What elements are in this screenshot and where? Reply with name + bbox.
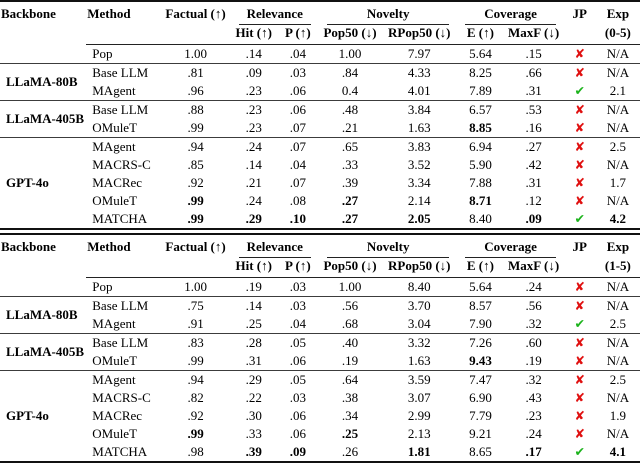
exp-cell: N/A xyxy=(606,120,630,135)
p-cell: .06 xyxy=(289,426,306,441)
jp-cell xyxy=(564,407,596,425)
method-cell: MAgent xyxy=(86,138,160,157)
factual-cell: .99 xyxy=(187,193,204,208)
jp-cell xyxy=(564,334,596,353)
pop50-cell: .34 xyxy=(341,408,359,423)
hit-cell: .29 xyxy=(231,371,277,390)
maxf-cell: .31 xyxy=(525,175,542,190)
table-row xyxy=(0,101,640,120)
factual-cell: 1.00 xyxy=(184,279,207,294)
coverage-header-group xyxy=(457,234,563,258)
novelty-header-group xyxy=(319,234,457,258)
table-row xyxy=(0,315,640,334)
method-cell: OMuleT xyxy=(92,120,138,135)
exp-cell: 1.9 xyxy=(609,408,627,423)
pop50-cell: .38 xyxy=(341,390,359,405)
table-row xyxy=(0,425,640,443)
pop50-cell: .84 xyxy=(319,64,381,83)
maxf-cell: .66 xyxy=(504,64,564,83)
check-icon: ✔ xyxy=(574,211,585,226)
backbone-cell: LLaMA-80B xyxy=(0,297,86,334)
rpop50-cell: 3.83 xyxy=(381,138,457,157)
coverage-header-group xyxy=(457,1,563,25)
cross-icon: ✘ xyxy=(574,353,585,368)
hit-cell: .22 xyxy=(245,390,262,405)
method-header: Method xyxy=(86,1,160,45)
jp-cell xyxy=(564,101,596,120)
rpop50-cell: 1.81 xyxy=(407,444,431,459)
factual-cell: .94 xyxy=(160,371,230,390)
hit-cell: .23 xyxy=(245,83,262,98)
cross-icon: ✘ xyxy=(574,102,585,117)
exp-cell: N/A xyxy=(606,390,630,405)
cross-icon: ✘ xyxy=(574,372,585,387)
table-row xyxy=(0,192,640,210)
pop50-cell: 1.00 xyxy=(338,46,362,61)
pop50-cell: .26 xyxy=(341,444,359,459)
exp-header: Exp xyxy=(606,6,630,21)
cross-icon: ✘ xyxy=(574,157,585,172)
pop50-cell: .40 xyxy=(319,334,381,353)
maxf-cell: .15 xyxy=(525,46,542,61)
jp-cell xyxy=(564,443,596,462)
backbone-cell: GPT-4o xyxy=(0,371,86,463)
e-cell: 5.64 xyxy=(469,46,492,61)
backbone-header: Backbone xyxy=(1,239,56,254)
p-cell: .04 xyxy=(289,157,306,172)
rpop50-cell: 3.59 xyxy=(381,371,457,390)
p-cell: .05 xyxy=(277,371,319,390)
cross-icon: ✘ xyxy=(574,139,585,154)
rpop50-cell: 2.13 xyxy=(407,426,431,441)
table-row xyxy=(0,45,640,64)
rpop50-cell: 3.34 xyxy=(407,175,431,190)
cross-icon: ✘ xyxy=(574,279,585,294)
cross-icon: ✘ xyxy=(574,120,585,135)
pop50-cell: .19 xyxy=(341,353,359,368)
rpop50-cell: 2.05 xyxy=(407,211,431,226)
exp-cell: N/A xyxy=(606,46,630,61)
method-cell: Base LLM xyxy=(86,297,160,316)
exp-cell: N/A xyxy=(606,279,630,294)
pop50-cell: .27 xyxy=(341,211,359,226)
exp-cell: N/A xyxy=(606,193,630,208)
maxf-cell: .23 xyxy=(525,408,542,423)
table-row xyxy=(0,389,640,407)
pop50-cell: .48 xyxy=(319,101,381,120)
pop50-cell: .68 xyxy=(341,316,359,331)
maxf-cell: .24 xyxy=(525,426,542,441)
e-cell: 8.25 xyxy=(457,64,503,83)
rpop50-cell: 8.40 xyxy=(407,279,431,294)
exp-cell: 2.5 xyxy=(609,316,627,331)
exp-cell: N/A xyxy=(606,426,630,441)
factual-cell: .85 xyxy=(187,157,204,172)
factual-cell: .81 xyxy=(160,64,230,83)
exp-cell: 1.7 xyxy=(609,175,627,190)
table-row xyxy=(0,156,640,174)
rpop50-cell: 3.04 xyxy=(407,316,431,331)
rpop50-cell: 3.07 xyxy=(407,390,431,405)
header-row-groups xyxy=(0,1,640,25)
rpop50-cell: 7.97 xyxy=(407,46,431,61)
novelty-header-group xyxy=(319,1,457,25)
method-cell: OMuleT xyxy=(92,353,138,368)
pop50-cell: .39 xyxy=(341,175,359,190)
factual-header: Factual (↑) xyxy=(160,234,230,278)
backbone-cell: LLaMA-80B xyxy=(0,64,86,101)
method-cell: Base LLM xyxy=(86,64,160,83)
method-cell: MATCHA xyxy=(92,211,148,226)
novelty-header-label: Novelty xyxy=(327,6,449,25)
method-cell: MACRec xyxy=(92,408,143,423)
pop50-cell: 0.4 xyxy=(341,83,359,98)
rpop50-subheader: RPop50 (↓) xyxy=(381,25,457,45)
maxf-cell: .32 xyxy=(504,371,564,390)
table-row xyxy=(0,138,640,157)
relevance-header-group xyxy=(231,234,319,258)
factual-cell: .99 xyxy=(187,426,204,441)
table-body xyxy=(0,45,640,230)
backbone-cell: LLaMA-405B xyxy=(0,334,86,371)
table-row xyxy=(0,174,640,192)
hit-cell: .31 xyxy=(245,353,262,368)
p-cell: .03 xyxy=(289,279,306,294)
header-row-groups xyxy=(0,234,640,258)
jp-header: JP xyxy=(564,234,596,278)
e-cell: 8.65 xyxy=(469,444,492,459)
rpop50-cell: 3.84 xyxy=(381,101,457,120)
hit-cell: .21 xyxy=(245,175,262,190)
maxf-cell: .31 xyxy=(525,83,542,98)
hit-subheader: Hit (↑) xyxy=(231,25,277,45)
jp-cell xyxy=(564,192,596,210)
factual-cell: .94 xyxy=(160,138,230,157)
method-cell: MATCHA xyxy=(92,444,148,459)
exp-scale-label: (1-5) xyxy=(596,258,640,278)
e-cell: 8.85 xyxy=(469,120,492,135)
pop50-cell: .27 xyxy=(341,193,359,208)
hit-cell: .29 xyxy=(245,211,262,226)
method-cell: OMuleT xyxy=(92,426,138,441)
cross-icon: ✘ xyxy=(574,65,585,80)
method-cell: Base LLM xyxy=(86,101,160,120)
cross-icon: ✘ xyxy=(574,193,585,208)
hit-cell: .23 xyxy=(231,101,277,120)
coverage-header-label: Coverage xyxy=(465,6,555,25)
hit-cell: .28 xyxy=(231,334,277,353)
hit-cell: .14 xyxy=(231,297,277,316)
jp-cell xyxy=(564,82,596,101)
p-cell: .09 xyxy=(289,444,306,459)
method-cell: MAgent xyxy=(92,316,136,331)
table-row xyxy=(0,278,640,297)
rpop50-cell: 1.63 xyxy=(407,120,431,135)
backbone-cell: LLaMA-405B xyxy=(0,101,86,138)
hit-cell: .33 xyxy=(245,426,262,441)
p-cell: .06 xyxy=(277,101,319,120)
jp-cell xyxy=(564,425,596,443)
table-row xyxy=(0,371,640,390)
jp-cell xyxy=(564,64,596,83)
exp-cell: N/A xyxy=(606,353,630,368)
factual-cell: .92 xyxy=(187,175,204,190)
exp-cell: N/A xyxy=(606,157,630,172)
jp-cell xyxy=(564,371,596,390)
maxf-cell: .53 xyxy=(504,101,564,120)
backbone-header: Backbone xyxy=(1,6,56,21)
rpop50-cell: 4.01 xyxy=(407,83,431,98)
p-cell: .06 xyxy=(289,408,306,423)
e-cell: 7.88 xyxy=(469,175,492,190)
hit-cell: .19 xyxy=(245,279,262,294)
p-cell: .07 xyxy=(277,138,319,157)
pop50-cell: .21 xyxy=(341,120,359,135)
p-cell: .03 xyxy=(277,297,319,316)
table-row xyxy=(0,352,640,371)
e-cell: 8.57 xyxy=(457,297,503,316)
hit-cell: .23 xyxy=(245,120,262,135)
method-cell: MACRec xyxy=(92,175,143,190)
e-cell: 7.79 xyxy=(469,408,492,423)
pop50-subheader: Pop50 (↓) xyxy=(319,258,381,278)
factual-cell: .82 xyxy=(187,390,204,405)
p-cell: .07 xyxy=(289,120,306,135)
pop50-cell: .56 xyxy=(319,297,381,316)
rpop50-cell: 2.14 xyxy=(407,193,431,208)
method-cell: Base LLM xyxy=(86,334,160,353)
e-cell: 9.43 xyxy=(469,353,492,368)
exp-cell: N/A xyxy=(596,101,640,120)
rpop50-cell: 1.63 xyxy=(407,353,431,368)
maxf-cell: .16 xyxy=(525,120,542,135)
rpop50-cell: 3.32 xyxy=(381,334,457,353)
maxf-subheader: MaxF (↓) xyxy=(504,25,564,45)
maxf-cell: .60 xyxy=(504,334,564,353)
p-cell: .08 xyxy=(289,193,306,208)
exp-scale-label: (0-5) xyxy=(596,25,640,45)
hit-cell: .39 xyxy=(245,444,262,459)
rpop50-subheader: RPop50 (↓) xyxy=(381,258,457,278)
factual-cell: .96 xyxy=(187,83,204,98)
jp-cell xyxy=(564,210,596,229)
method-cell: MAgent xyxy=(92,83,136,98)
e-cell: 8.40 xyxy=(469,211,492,226)
maxf-cell: .17 xyxy=(525,444,542,459)
table-row xyxy=(0,119,640,138)
novelty-header-label: Novelty xyxy=(327,239,449,258)
hit-cell: .24 xyxy=(245,193,262,208)
e-cell: 6.94 xyxy=(457,138,503,157)
jp-cell xyxy=(564,389,596,407)
e-cell: 7.26 xyxy=(457,334,503,353)
p-cell: .10 xyxy=(289,211,306,226)
jp-cell xyxy=(564,315,596,334)
e-cell: 7.47 xyxy=(457,371,503,390)
p-subheader: P (↑) xyxy=(277,25,319,45)
pop50-cell: .25 xyxy=(341,426,359,441)
relevance-header-group xyxy=(231,1,319,25)
jp-cell xyxy=(564,352,596,371)
exp-cell: 4.2 xyxy=(609,211,627,226)
rpop50-cell: 4.33 xyxy=(381,64,457,83)
exp-cell: N/A xyxy=(596,334,640,353)
results-table-2 xyxy=(0,233,640,463)
e-cell: 7.90 xyxy=(469,316,492,331)
e-subheader: E (↑) xyxy=(457,258,503,278)
p-cell: .06 xyxy=(289,353,306,368)
jp-cell xyxy=(564,174,596,192)
results-table-1 xyxy=(0,0,640,230)
e-cell: 8.71 xyxy=(469,193,492,208)
maxf-cell: .24 xyxy=(525,279,542,294)
factual-cell: .92 xyxy=(187,408,204,423)
p-cell: .03 xyxy=(289,390,306,405)
maxf-cell: .43 xyxy=(525,390,542,405)
table-row xyxy=(0,443,640,462)
method-cell: MACRS-C xyxy=(92,390,151,405)
table-body xyxy=(0,278,640,463)
hit-cell: .24 xyxy=(231,138,277,157)
exp-cell: 4.1 xyxy=(609,444,627,459)
backbone-cell: GPT-4o xyxy=(0,138,86,230)
hit-cell: .14 xyxy=(245,46,262,61)
pop50-cell: .33 xyxy=(341,157,359,172)
p-cell: .04 xyxy=(289,316,306,331)
p-cell: .06 xyxy=(289,83,306,98)
rpop50-cell: 3.52 xyxy=(407,157,431,172)
cross-icon: ✘ xyxy=(574,390,585,405)
backbone-cell xyxy=(0,45,86,64)
e-cell: 6.90 xyxy=(469,390,492,405)
maxf-subheader: MaxF (↓) xyxy=(504,258,564,278)
relevance-header-label: Relevance xyxy=(239,6,311,25)
table-row xyxy=(0,210,640,229)
e-subheader: E (↑) xyxy=(457,25,503,45)
jp-cell xyxy=(564,138,596,157)
maxf-cell: .09 xyxy=(525,211,542,226)
maxf-cell: .27 xyxy=(504,138,564,157)
pop50-cell: .65 xyxy=(319,138,381,157)
rpop50-cell: 3.70 xyxy=(381,297,457,316)
maxf-cell: .42 xyxy=(525,157,542,172)
jp-header: JP xyxy=(564,1,596,45)
jp-cell xyxy=(564,45,596,64)
exp-cell: N/A xyxy=(596,64,640,83)
exp-cell: N/A xyxy=(596,297,640,316)
maxf-cell: .32 xyxy=(525,316,542,331)
table-row xyxy=(0,334,640,353)
e-cell: 5.64 xyxy=(469,279,492,294)
exp-cell: 2.5 xyxy=(596,138,640,157)
rpop50-cell: 2.99 xyxy=(407,408,431,423)
factual-cell: .88 xyxy=(160,101,230,120)
e-cell: 9.21 xyxy=(469,426,492,441)
factual-cell: .83 xyxy=(160,334,230,353)
exp-cell: 2.1 xyxy=(609,83,627,98)
method-header: Method xyxy=(86,234,160,278)
factual-cell: 1.00 xyxy=(184,46,207,61)
hit-subheader: Hit (↑) xyxy=(231,258,277,278)
table-row xyxy=(0,64,640,83)
table-row xyxy=(0,82,640,101)
cross-icon: ✘ xyxy=(574,175,585,190)
e-cell: 6.57 xyxy=(457,101,503,120)
factual-cell: .99 xyxy=(187,120,204,135)
jp-cell xyxy=(564,297,596,316)
cross-icon: ✘ xyxy=(574,408,585,423)
factual-cell: .75 xyxy=(160,297,230,316)
p-cell: .05 xyxy=(277,334,319,353)
method-cell: Pop xyxy=(92,279,113,294)
check-icon: ✔ xyxy=(574,83,585,98)
table-header xyxy=(0,234,640,278)
table-row xyxy=(0,407,640,425)
jp-cell xyxy=(564,119,596,138)
check-icon: ✔ xyxy=(574,444,585,459)
factual-cell: .99 xyxy=(187,211,204,226)
backbone-cell xyxy=(0,278,86,297)
method-cell: MAgent xyxy=(86,371,160,390)
p-cell: .07 xyxy=(289,175,306,190)
hit-cell: .30 xyxy=(245,408,262,423)
relevance-header-label: Relevance xyxy=(239,239,311,258)
cross-icon: ✘ xyxy=(574,46,585,61)
hit-cell: .25 xyxy=(245,316,262,331)
e-cell: 7.89 xyxy=(469,83,492,98)
p-cell: .03 xyxy=(277,64,319,83)
cross-icon: ✘ xyxy=(574,426,585,441)
e-cell: 5.90 xyxy=(469,157,492,172)
maxf-cell: .19 xyxy=(525,353,542,368)
table-row xyxy=(0,297,640,316)
jp-cell xyxy=(564,278,596,297)
coverage-header-label: Coverage xyxy=(465,239,555,258)
hit-cell: .14 xyxy=(245,157,262,172)
exp-header: Exp xyxy=(606,239,630,254)
hit-cell: .09 xyxy=(231,64,277,83)
jp-cell xyxy=(564,156,596,174)
factual-cell: .98 xyxy=(187,444,204,459)
pop50-cell: 1.00 xyxy=(338,279,362,294)
method-cell: OMuleT xyxy=(92,193,138,208)
p-cell: .04 xyxy=(289,46,306,61)
method-cell: Pop xyxy=(92,46,113,61)
table-header xyxy=(0,1,640,45)
maxf-cell: .56 xyxy=(504,297,564,316)
factual-cell: .91 xyxy=(187,316,204,331)
factual-cell: .99 xyxy=(187,353,204,368)
p-subheader: P (↑) xyxy=(277,258,319,278)
factual-header: Factual (↑) xyxy=(160,1,230,45)
exp-cell: 2.5 xyxy=(596,371,640,390)
pop50-cell: .64 xyxy=(319,371,381,390)
method-cell: MACRS-C xyxy=(92,157,151,172)
pop50-subheader: Pop50 (↓) xyxy=(319,25,381,45)
cross-icon: ✘ xyxy=(574,298,585,313)
check-icon: ✔ xyxy=(574,316,585,331)
maxf-cell: .12 xyxy=(525,193,542,208)
cross-icon: ✘ xyxy=(574,335,585,350)
